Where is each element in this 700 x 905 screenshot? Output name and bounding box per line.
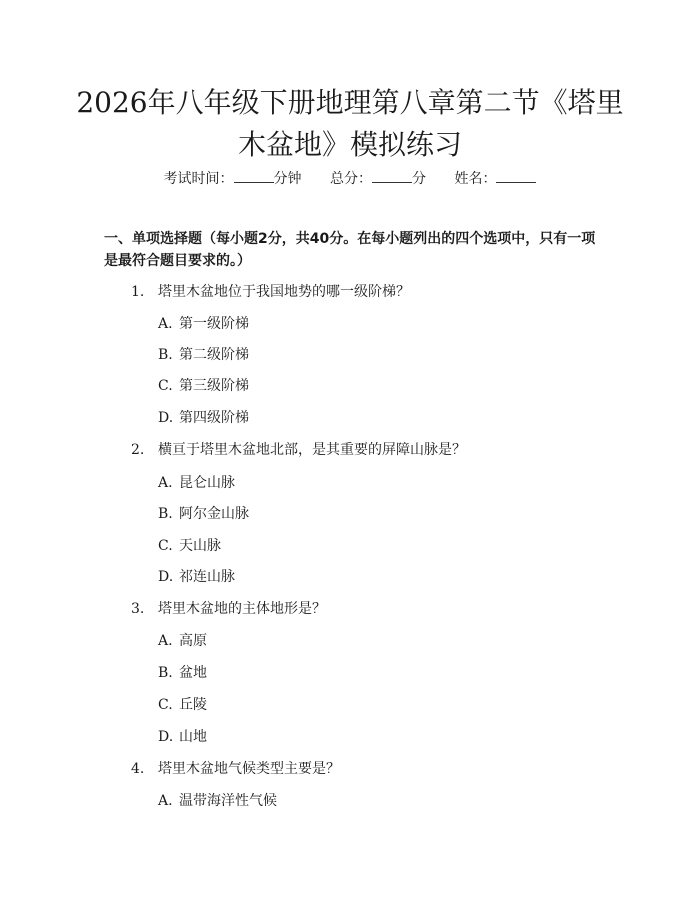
question-text: 塔里木盆地气候类型主要是？ [158,761,340,777]
exam-time-field [164,168,302,189]
student-name-field [454,168,536,189]
section-header [104,228,604,272]
question-3-option-b [158,663,207,683]
question-2 [131,440,466,460]
option-text: 山地 [179,729,207,745]
option-letter: A. [158,793,173,809]
question-number: 1. [131,284,145,300]
question-number: 2. [131,442,145,458]
option-text: 温带海洋性气候 [179,793,277,809]
option-text: 昆仑山脉 [179,475,235,491]
option-letter: B. [158,347,173,363]
question-1-option-a [158,314,249,334]
total-score-blank [372,168,412,183]
question-2-option-a [158,473,235,493]
total-score-unit: 分 [412,171,426,187]
question-1-option-c [158,376,249,396]
option-letter: D. [158,729,174,745]
option-text: 盆地 [179,665,207,681]
question-3-option-d [158,727,207,747]
option-letter: B. [158,506,173,522]
total-score-field [330,168,426,189]
option-letter: A. [158,316,173,332]
title-line-1: 2026年八年级下册地理第八章第二节《塔里 [76,86,624,119]
option-text: 第四级阶梯 [179,410,249,426]
student-name-label: 姓名： [454,171,497,187]
option-text: 第二级阶梯 [179,347,249,363]
exam-time-blank [234,168,274,183]
question-1-option-b [158,345,249,365]
question-3-option-c [158,695,207,715]
student-name-blank [496,168,536,183]
option-text: 高原 [179,633,207,649]
question-2-option-c [158,536,221,556]
option-letter: A. [158,633,173,649]
option-text: 祁连山脉 [179,569,235,585]
question-1 [131,282,410,302]
option-text: 阿尔金山脉 [179,506,249,522]
section-header-line-1: 一、单项选择题（每小题2分，共40分。在每小题列出的四个选项中，只有一项 [104,231,596,247]
question-number: 3. [131,601,145,617]
question-text: 塔里木盆地位于我国地势的哪一级阶梯？ [158,284,410,300]
section-header-line-2: 是最符合题目要求的。） [104,253,251,269]
exam-time-label: 考试时间： [163,171,234,187]
question-3 [131,599,326,619]
option-letter: C. [158,378,173,394]
option-text: 第一级阶梯 [179,316,249,332]
question-4-option-a [158,791,277,811]
exam-info [60,168,640,189]
question-4 [131,759,340,779]
question-2-option-d [158,567,235,587]
option-letter: C. [158,538,173,554]
option-text: 第三级阶梯 [179,378,249,394]
document-title [60,82,640,166]
total-score-label: 总分： [330,171,372,187]
title-line-2: 木盆地》模拟练习 [237,128,462,161]
option-letter: D. [158,410,174,426]
option-letter: C. [158,697,173,713]
option-text: 丘陵 [179,697,207,713]
question-3-option-a [158,631,207,651]
question-1-option-d [158,408,249,428]
exam-time-unit: 分钟 [273,171,302,187]
question-2-option-b [158,504,249,524]
question-text: 塔里木盆地的主体地形是？ [158,601,326,617]
question-number: 4. [131,761,145,777]
option-letter: A. [158,475,173,491]
option-text: 天山脉 [179,538,221,554]
question-text: 横亘于塔里木盆地北部，是其重要的屏障山脉是？ [158,442,466,458]
option-letter: B. [158,665,173,681]
option-letter: D. [158,569,174,585]
